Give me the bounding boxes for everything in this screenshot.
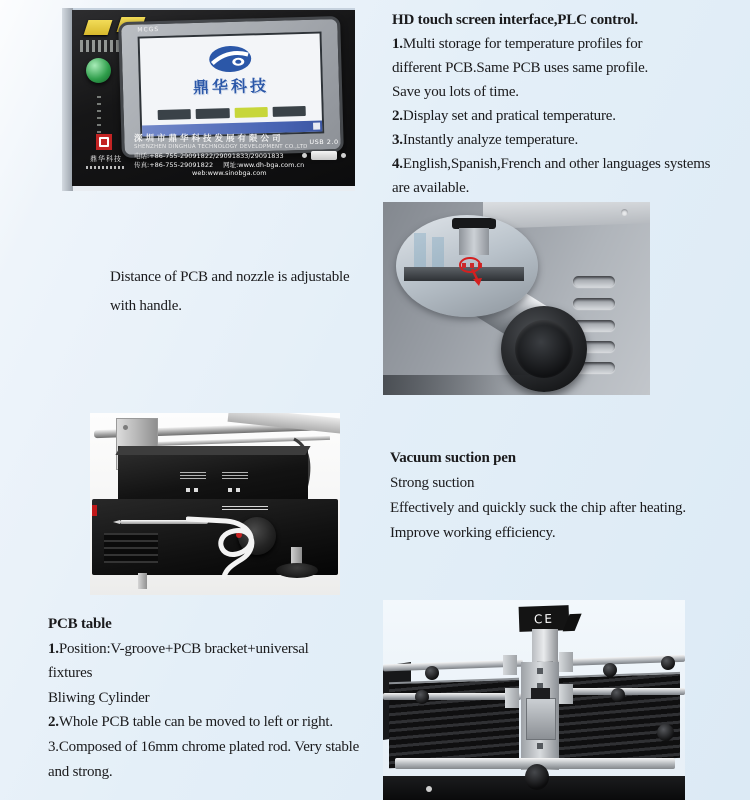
line-number-prefix: 1. [48,640,59,657]
line-text: Instantly analyze temperature. [402,132,579,148]
company-logo-icon [96,134,112,150]
rail-end-block [505,688,519,708]
line-text: Display set and pratical temperature. [402,108,616,124]
head-column [532,629,558,663]
shadow [383,375,538,395]
text-line [48,735,359,760]
photo-machine-base [90,413,340,595]
green-power-button [86,58,111,83]
warning-sticker [84,20,113,35]
line-text: different PCB.Same PCB uses same profile. [392,60,649,76]
heater-label [222,472,248,479]
company-name-cn: 深圳市鼎华科技发展有限公司 [134,134,284,144]
clamp-knob [611,688,625,702]
machine-foot [138,573,147,589]
clamp-knob [661,656,675,670]
line-text: Bliwing Cylinder [48,689,150,706]
text-line: Strong suction [390,475,475,491]
front-knob [525,764,549,790]
line-number-prefix: 4. [392,156,403,172]
rail-end-block [503,655,517,675]
text-line [48,661,359,686]
line-text: and strong. [48,763,113,780]
screen-button [196,108,229,119]
ce-mark: CE [519,605,570,632]
company-logo-caption: 鼎华科技 [86,154,126,169]
clamp-rail [383,693,521,700]
text-line: Distance of PCB and nozzle is adjustable [110,269,350,285]
pcb-bracket [526,698,556,740]
photo-control-panel [62,8,355,191]
line-number-prefix: 1. [392,36,403,52]
text-line [392,176,710,200]
line-number-prefix: 2. [392,108,403,124]
line-text: 3.Composed of 16mm chrome plated rod. Very stable [48,738,360,755]
line-text: English,Spanish,French and other languages systems [402,156,711,172]
rubber-foot [276,563,318,578]
clamp-knob [415,690,429,704]
text-line [48,637,359,662]
section-vacuum-pen [390,446,686,546]
heater-label [180,472,206,479]
heating-plate [559,672,680,762]
text-line [392,32,710,56]
text-line [48,760,359,785]
section-pcb-table [48,612,359,784]
red-arrow-icon [452,255,486,289]
screen-button [158,109,191,120]
screen-button-row [158,106,306,120]
usb-label: USB 2.0 [309,138,339,146]
vent-grille [104,533,158,563]
line-text: Position:V-groove+PCB bracket+universal [58,640,309,657]
line-text: fixtures [48,665,93,682]
nozzle-inset-view [396,215,538,317]
control-panel-front [72,10,355,186]
line-text: Multi storage for temperature profiles for [402,36,643,52]
indicator [194,488,198,492]
section-heading: PCB table [48,616,112,632]
line-number-prefix: 2. [48,714,59,731]
text-line [48,686,359,711]
indicator [236,488,240,492]
text-line [48,710,359,735]
screen-logo-icon [208,44,253,73]
company-info-plate [78,130,355,182]
photo-handle-closeup [383,202,650,395]
clamp-knob [425,666,439,680]
screen-brand-label: MCGS [137,25,160,34]
screen-logo-text: 鼎华科技 [192,75,270,98]
company-url: 网址:www.dh-bga.com.cn [223,161,305,169]
indicator [186,488,190,492]
company-text-lines [134,132,308,177]
line-text: Save you lots of time. [392,84,519,100]
screw-icon [621,209,628,216]
section-heading: Vacuum suction pen [390,450,516,466]
company-web-line: web:www.sinobga.com [192,169,267,177]
text-line [392,56,710,80]
power-switch [92,505,97,516]
vent-slot [573,298,615,309]
text-line: Effectively and quickly suck the chip after heating. [390,500,686,516]
text-line [392,128,710,152]
heating-plate [389,678,519,769]
text-line: Improve working efficiency. [390,525,556,541]
company-fax-url-line [134,160,304,169]
usb-port-icon [311,151,337,160]
company-fax: 传真:+86-755-29091822 [134,161,214,169]
usb-section [301,138,347,160]
clamp-knob [603,663,617,677]
company-tel-line: 电话:+86-755-29091822/29091833/29091833 [134,152,284,160]
company-name-en: SHENZHEN DINGHUA TECHNOLOGY DEVELOPMENT CO.,LTD [134,144,308,150]
text-line [392,80,710,104]
line-number-prefix: 3. [392,132,403,148]
nozzle [459,228,489,255]
clamp-knob [657,724,674,741]
screw-icon [123,425,128,430]
text-line [392,104,710,128]
screw-icon [426,786,432,792]
rail-end-block [559,652,573,672]
screen-button-highlighted [234,107,267,118]
text-line [392,152,710,176]
touch-screen-display [138,31,325,138]
indicator [228,488,232,492]
section-distance-note [110,263,349,321]
photo-pcb-table [383,600,685,800]
screen-button [272,106,305,117]
line-text: Whole PCB table can be moved to left or right. [58,714,333,731]
line-text: are available. [392,180,470,196]
section-heading: HD touch screen interface,PLC control. [392,12,638,28]
section-hd-touch [392,8,710,200]
text-line: with handle. [110,298,182,314]
vent-slot [573,276,615,287]
rail-end-block [559,684,573,704]
